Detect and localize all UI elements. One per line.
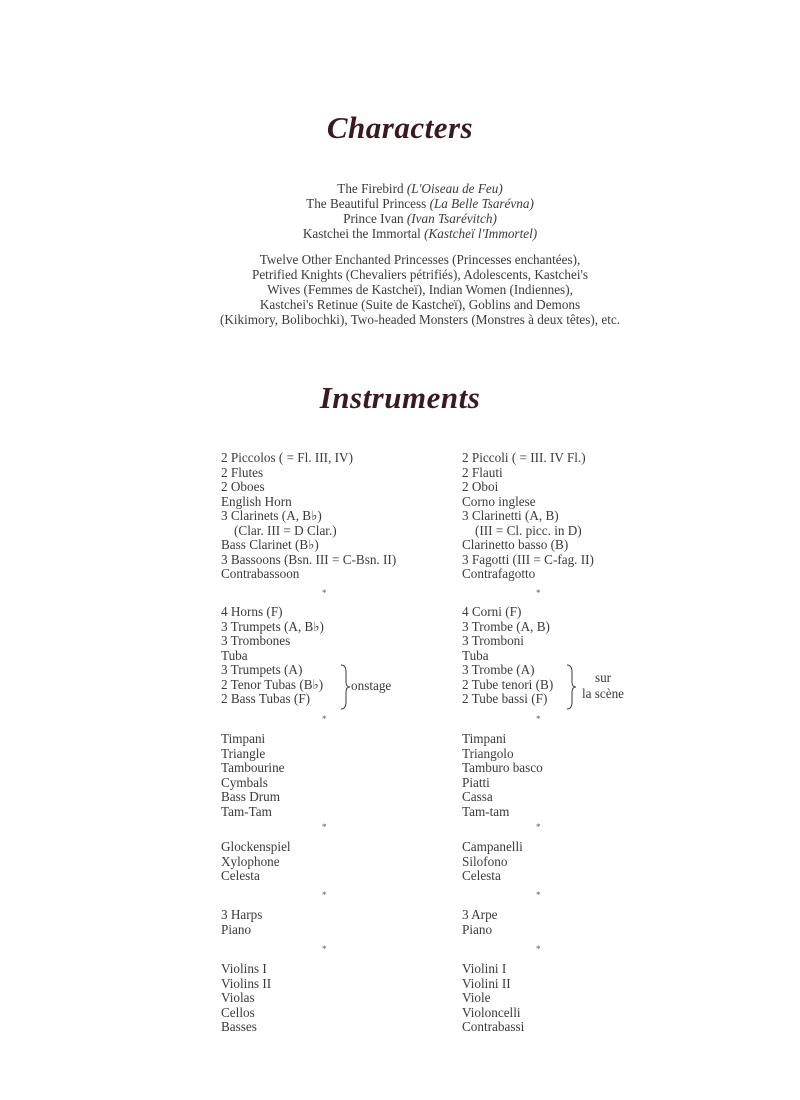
- section-separator: *: [536, 944, 541, 954]
- instrument-line: 2 Tube tenori (B): [462, 676, 554, 692]
- section-separator: *: [536, 714, 541, 724]
- instrument-line: Celesta: [462, 868, 501, 883]
- instrument-line: 3 Arpe: [462, 907, 498, 922]
- instrument-line: Bass Clarinet (B♭): [221, 537, 319, 552]
- instrument-line: Violins II: [221, 975, 272, 991]
- instrument-line: 3 Tromboni: [462, 633, 524, 648]
- instrument-line: Bass Drum: [221, 789, 280, 804]
- instrument-line: Violoncelli: [462, 1004, 521, 1020]
- instrument-line: 2 Piccoli ( = III. IV Fl.): [462, 450, 586, 465]
- instrument-line: Timpani: [462, 731, 507, 746]
- instrument-line: Tamburo basco: [462, 760, 543, 775]
- section-separator: *: [322, 822, 327, 832]
- instrument-line: 3 Bassoons (Bsn. III = C-Bsn. II): [221, 551, 397, 567]
- instrument-line: Cassa: [462, 789, 493, 804]
- instrument-line: English Horn: [221, 493, 292, 509]
- instrument-line: 3 Fagotti (III = C-fag. II): [462, 551, 594, 567]
- italian-strings: [462, 962, 524, 1035]
- instrument-line: (Clar. III = D Clar.): [234, 522, 337, 538]
- english-keyboard: [221, 840, 291, 884]
- instrument-line: 4 Horns (F): [221, 604, 283, 619]
- instrument-line: Cymbals: [221, 774, 268, 790]
- characters-heading: Characters: [326, 110, 474, 145]
- italian-keyboard: [462, 840, 523, 884]
- instrument-line: Xylophone: [221, 853, 280, 869]
- section-separator: *: [536, 890, 541, 900]
- instrument-line: Contrafagotto: [462, 566, 536, 581]
- ensemble-line: Kastchei's Retinue (Suite de Kastcheï), Goblins and Demons: [259, 297, 581, 312]
- instrument-line: 2 Bass Tubas (F): [221, 691, 311, 706]
- role-line: The Firebird (L'Oiseau de Feu): [337, 181, 503, 196]
- ensemble-line: Wives (Femmes de Kastcheï), Indian Women (Indiennes),: [267, 282, 573, 297]
- instrument-line: 3 Clarinetti (A, B): [462, 508, 559, 523]
- instrument-line: Violini II: [462, 975, 511, 991]
- italian-woodwinds: [462, 451, 594, 582]
- instrument-line: Contrabassi: [462, 1019, 525, 1034]
- ensemble-line: (Kikimory, Bolibochki), Two-headed Monsters (Monstres à deux têtes), etc.: [219, 312, 621, 327]
- instrument-line: Viole: [462, 990, 491, 1005]
- instrument-line: Tam-tam: [462, 803, 510, 819]
- instrument-line: (III = Cl. picc. in D): [475, 522, 582, 538]
- instrument-line: 3 Trumpets (A): [221, 662, 303, 677]
- ensemble-line: Petrified Knights (Chevaliers pétrifiés), Adolescents, Kastchei's: [251, 267, 588, 282]
- ensemble-list: [0, 252, 800, 327]
- instrument-line: 4 Corni (F): [462, 604, 522, 619]
- role-line: The Beautiful Princess (La Belle Tsarévna): [306, 196, 534, 211]
- section-separator: *: [322, 714, 327, 724]
- instrument-line: 2 Flutes: [221, 464, 264, 480]
- instrument-line: Violini I: [462, 961, 507, 976]
- instrument-line: Tambourine: [221, 760, 285, 775]
- italian-brass: [462, 605, 553, 707]
- instrument-line: 2 Tenor Tubas (B♭): [221, 676, 324, 692]
- main-roles-list: [0, 181, 800, 241]
- instrument-line: 3 Trombones: [221, 633, 291, 648]
- instrument-line: Triangle: [221, 745, 266, 761]
- italian-harps: [462, 908, 498, 937]
- ensemble-line: Twelve Other Enchanted Princesses (Princesses enchantées),: [259, 252, 581, 267]
- instrument-line: 3 Clarinets (A, B♭): [221, 508, 322, 523]
- italian-percussion: [462, 732, 543, 819]
- instrument-line: Corno inglese: [462, 493, 536, 509]
- instrument-line: Basses: [221, 1019, 257, 1034]
- instrument-line: 2 Oboi: [462, 479, 499, 494]
- instrument-line: 2 Flauti: [462, 464, 503, 480]
- instrument-line: Campanelli: [462, 839, 523, 854]
- instrument-line: Tam-Tam: [221, 803, 272, 819]
- instrument-line: 3 Trombe (A): [462, 662, 535, 677]
- english-harps: [221, 908, 262, 937]
- instrument-line: 3 Harps: [221, 907, 263, 922]
- instrument-line: Cellos: [221, 1004, 255, 1020]
- onstage-label: onstage: [351, 678, 392, 693]
- english-brass: [221, 605, 324, 707]
- instrument-line: Timpani: [221, 731, 266, 746]
- instrument-line: 2 Tube bassi (F): [462, 691, 548, 706]
- section-separator: *: [322, 588, 327, 598]
- instrument-line: Piatti: [462, 774, 490, 790]
- instrument-line: 2 Oboes: [221, 479, 265, 494]
- instrument-line: Silofono: [462, 853, 508, 869]
- section-separator: *: [322, 944, 327, 954]
- instrument-line: Violas: [221, 990, 255, 1005]
- instrument-line: 3 Trombe (A, B): [462, 618, 550, 634]
- instrument-line: Violins I: [221, 961, 267, 976]
- instrument-line: 2 Piccolos ( = Fl. III, IV): [221, 450, 353, 465]
- instrument-line: Celesta: [221, 868, 260, 883]
- la-scene-label: la scène: [581, 686, 625, 701]
- instrument-line: Glockenspiel: [221, 839, 291, 854]
- instrument-line: Clarinetto basso (B): [462, 537, 569, 552]
- english-stage-brace: [338, 664, 352, 710]
- instrument-line: Tuba: [462, 647, 489, 663]
- instrument-line: Piano: [462, 921, 493, 937]
- english-woodwinds: [221, 451, 396, 582]
- instrument-line: Contrabassoon: [221, 566, 300, 581]
- italian-stage-brace: [564, 664, 578, 710]
- instrument-line: Piano: [221, 921, 252, 937]
- instrument-line: Tuba: [221, 647, 248, 663]
- instrument-line: 3 Trumpets (A, B♭): [221, 618, 324, 634]
- role-line: Prince Ivan (Ivan Tsarévitch): [343, 211, 497, 226]
- instruments-heading: Instruments: [319, 380, 481, 415]
- role-line: Kastchei the Immortal (Kastcheï l'Immortel): [302, 226, 538, 241]
- section-separator: *: [322, 890, 327, 900]
- english-percussion: [221, 732, 285, 819]
- sur-la-scene-label: [579, 670, 627, 702]
- section-separator: *: [536, 822, 541, 832]
- english-strings: [221, 962, 271, 1035]
- instrument-line: Triangolo: [462, 745, 514, 761]
- section-separator: *: [536, 588, 541, 598]
- sur-label: sur: [594, 670, 612, 685]
